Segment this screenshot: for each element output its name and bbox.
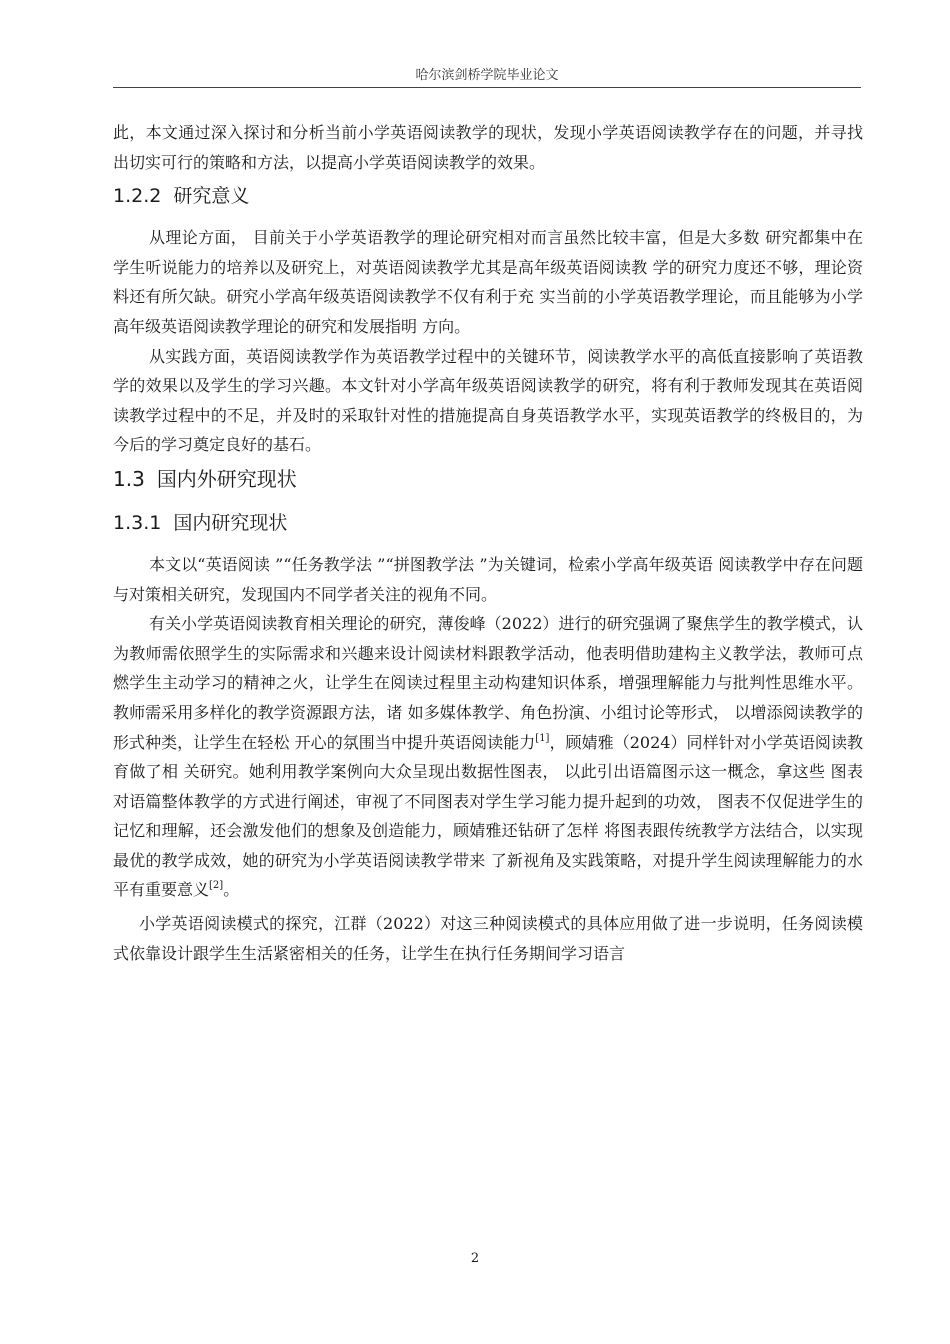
- heading-title: 国内外研究现状: [156, 466, 297, 491]
- heading-1-2-2: [113, 181, 863, 211]
- paragraph-theory: 从理论方面， 目前关于小学英语教学的理论研究相对而言虽然比较丰富，但是大多数 研究都集中在学生听说能力的培养以及研究上，对英语阅读教学尤其是高年级英语阅读教 学的研究力度还不够，理论资料还有所欠缺。研究小学高年级英语阅读教学不仅有利于充 实当前的小学英语教学理论，而且能够为小学高年级英语阅读教学理论的研究和发展指明 方向。: [113, 228, 863, 336]
- heading-1-3-1: [113, 508, 863, 538]
- citation-ref-1: [1]: [535, 732, 550, 744]
- paragraph-keywords: 本文以“英语阅读 ”“任务教学法 ”“拼图教学法 ”为关键词，检索小学高年级英语 阅读教学中存在问题与对策相关研究，发现国内不同学者关注的视角不同。: [113, 554, 863, 604]
- heading-number: 1.3.1: [113, 511, 162, 534]
- citation-ref-2: [2]: [209, 880, 224, 892]
- running-header: 哈尔滨剑桥学院毕业论文: [415, 68, 559, 83]
- page-body: [113, 118, 863, 968]
- paragraph-reading-mode: 小学英语阅读模式的探究，江群（2022）对这三种阅读模式的具体应用做了进一步说明，任务阅读模式依靠设计跟学生生活紧密相关的任务，让学生在执行任务期间学习语言: [113, 914, 863, 963]
- paragraph-research: [113, 609, 863, 905]
- paragraph-text: 。: [223, 880, 240, 900]
- heading-number: 1.3: [113, 466, 145, 491]
- header-rule: [113, 87, 861, 88]
- paragraph-text: 有关小学英语阅读教育相关理论的研究，薄俊峰（2022）进行的研究强调了聚焦学生的教学模式，认为教师需依照学生的实际需求和兴趣来设计阅读材料跟教学活动，他表明借助建构主义教学法，教师可点燃学生主动学习的精神之火，让学生在阅读过程里主动构建知识体系，增强理解能力与批判性思维水平。教师需采用多样化的教学资源跟方法，诸 如多媒体教学、角色扮演、小组讨论等形式， 以增添阅读教学的形式种类，让学生在轻松 开心的氛围当中提升英语阅读能力: [113, 614, 863, 752]
- heading-title: 国内研究现状: [173, 511, 288, 534]
- heading-number: 1.2.2: [113, 185, 162, 208]
- paragraph-text: ，顾婧雅（2024）同样针对小学英语阅读教育做了相 关研究。她利用教学案例向大众呈现出数据性图表， 以此引出语篇图示这一概念，拿这些 图表对语篇整体教学的方式进行阐述，审视了不同图表对学生学习能力提升起到的功效， 图表不仅促进学生的记忆和理解，还会激发他们的想象及创造能力，顾婧雅还钻研了怎样 将图表跟传统教学方法结合，以实现最优的教学成效，她的研究为小学英语阅读教学带来 了新视角及实践策略，对提升学生阅读理解能力的水平有重要意义: [113, 732, 863, 900]
- paragraph-intro: 此，本文通过深入探讨和分析当前小学英语阅读教学的现状，发现小学英语阅读教学存在的问题，并寻找出切实可行的策略和方法，以提高小学英语阅读教学的效果。: [113, 123, 863, 172]
- heading-1-3: [113, 464, 863, 494]
- heading-title: 研究意义: [173, 185, 250, 208]
- page-number: 2: [470, 1251, 480, 1266]
- paragraph-practice: 从实践方面，英语阅读教学作为英语教学过程中的关键环节，阅读教学水平的高低直接影响了英语教学的效果以及学生的学习兴趣。本文针对小学高年级英语阅读教学的研究，将有利于教师发现其在英语阅读教学过程中的不足，并及时的采取针对性的措施提高自身英语教学水平，实现英语教学的终极目的，为今后的学习奠定良好的基石。: [113, 346, 863, 455]
